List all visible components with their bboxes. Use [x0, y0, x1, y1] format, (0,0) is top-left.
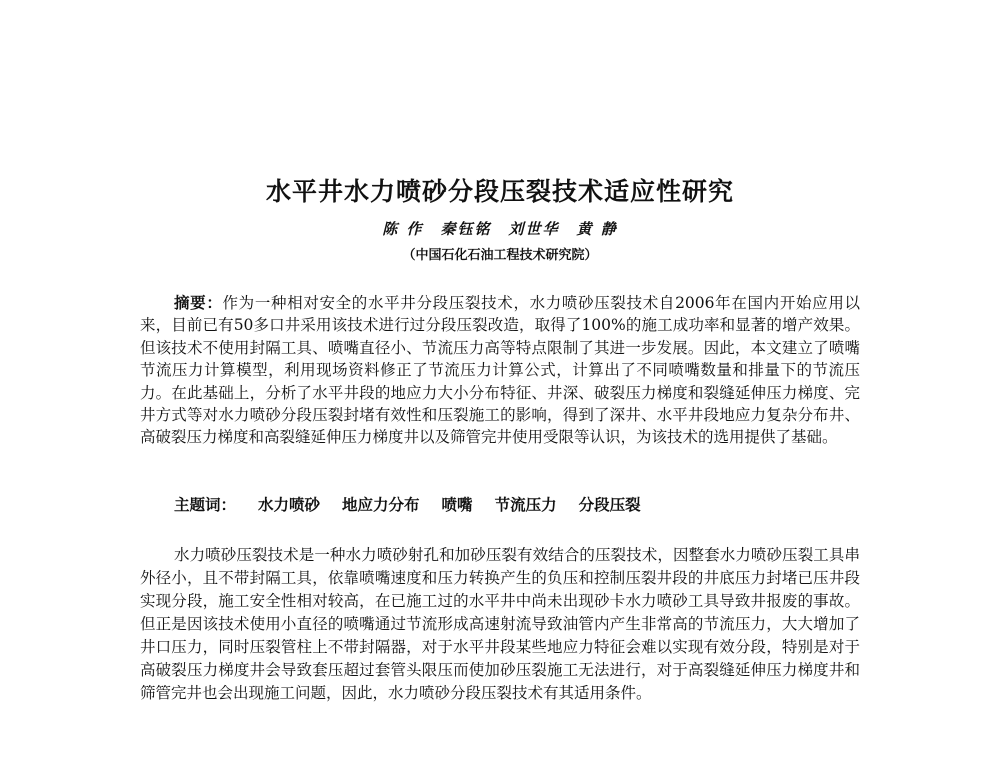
keywords-label: 主题词： — [174, 495, 237, 514]
keyword: 喷嘴 — [441, 495, 473, 514]
keyword: 节流压力 — [494, 495, 557, 514]
affiliation: （中国石化石油工程技术研究院） — [402, 248, 598, 263]
introduction-text: 水力喷砂压裂技术是一种水力喷砂射孔和加砂压裂有效结合的压裂技术，因整套水力喷砂压裂工具串外径小，且不带封隔工具，依靠喷嘴速度和压力转换产生的负压和控制压裂井段的井底压力封堵已压井段实现分段，施工安全性相对较高，在已施工过的水平井中尚未出现砂卡水力喷砂工具导致井报废的事故。但正是因该技术使用小直径的喷嘴通过节流形成高速射流导致油管内产生非常高的节流压力，大大增加了井口压力，同时压裂管柱上不带封隔器，对于水平井段某些地应力特征会难以实现有效分段，特别是对于高破裂压力梯度井会导致套压超过套管头限压而使加砂压裂施工无法进行，对于高裂缝延伸压力梯度井和筛管完井也会出现施工问题，因此，水力喷砂分段压裂技术有其适用条件。 — [140, 546, 860, 702]
abstract — [140, 292, 860, 449]
keyword: 分段压裂 — [578, 495, 641, 514]
abstract-label: 摘要： — [174, 293, 223, 312]
introduction-paragraph — [140, 544, 860, 705]
abstract-text: 作为一种相对安全的水平井分段压裂技术，水力喷砂压裂技术自2006年在国内开始应用以来，目前已有50多口井采用该技术进行过分段压裂改造，取得了100%的施工成功率和显著的增产效果。但该技术不使用封隔工具、喷嘴直径小、节流压力高等特点限制了其进一步发展。因此，本文建立了喷嘴节流压力计算模型，利用现场资料修正了节流压力计算公式，计算出了不同喷嘴数量和排量下的节流压力。在此基础上，分析了水平井段的地应力大小分布特征、井深、破裂压力梯度和裂缝延伸压力梯度、完井方式等对水力喷砂分段压裂封堵有效性和压裂施工的影响，得到了深井、水平井段地应力复杂分布井、高破裂压力梯度和高裂缝延伸压力梯度井以及筛管完井使用受限等认识，为该技术的选用提供了基础。 — [140, 294, 860, 447]
keyword: 地应力分布 — [342, 495, 420, 514]
keywords — [174, 494, 864, 516]
author-list: 陈 作 秦钰铭 刘世华 黄 静 — [382, 220, 618, 238]
paper-title: 水平井水力喷砂分段压裂技术适应性研究 — [265, 177, 734, 206]
keyword: 水力喷砂 — [258, 495, 321, 514]
